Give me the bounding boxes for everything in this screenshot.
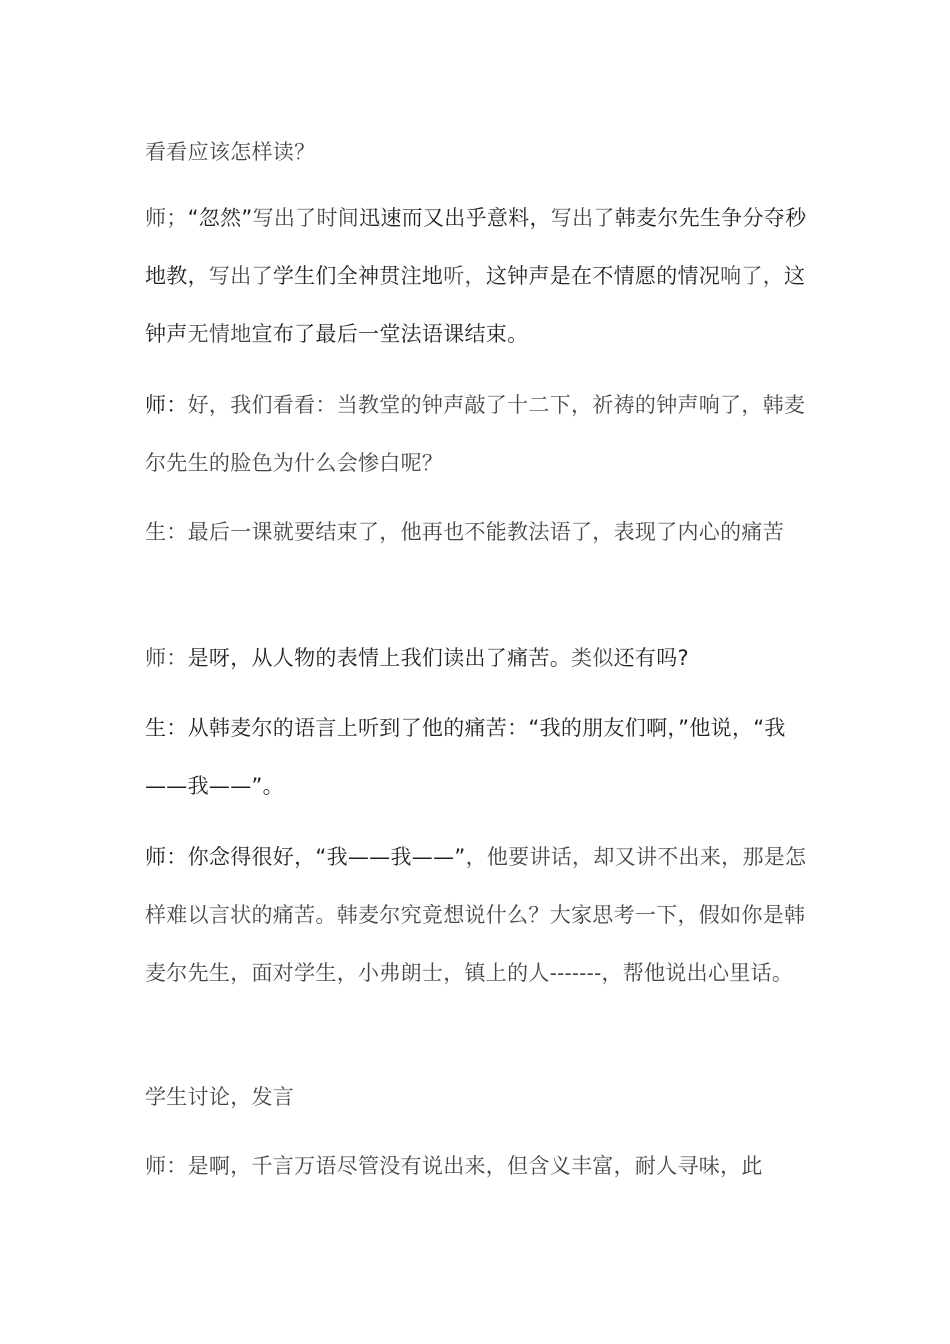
text-segment: ，他要讲话，却又讲不出来，那是怎样难以言状的痛苦。韩麦尔究竟想说什么？大家思考一下，假如你是韩麦尔先生，面对学生，小弗朗士，镇上的人-------，帮他说出心里话。	[145, 845, 807, 985]
paragraph-9	[145, 1137, 825, 1195]
paragraph-1	[145, 123, 825, 181]
text-segment: 韩麦尔先生争分夺秒地教，	[145, 206, 807, 288]
text-segment: 无情地	[187, 322, 252, 346]
text-segment: 是呀，从人物的表情上我们读出了痛苦。	[187, 646, 572, 670]
text-segment: 类似	[571, 646, 614, 670]
paragraph-5	[145, 629, 825, 687]
text-segment: 好，我们看看：当教堂的钟声敲了十二下，祈祷的钟声响了，韩麦尔先生的脸色为什么会惨白呢？	[145, 393, 806, 475]
text-segment: 师：你念得很好，“我——我——”	[145, 845, 466, 869]
paragraph-4	[145, 503, 825, 561]
paragraph-8	[145, 1068, 825, 1126]
text-segment: 写出了	[550, 206, 615, 230]
paragraph-2	[145, 189, 825, 363]
text-segment: 写出了	[208, 264, 273, 288]
paragraph-3	[145, 376, 825, 492]
text-segment: 师：是啊，千言万语尽管没有说出来，但含义丰富，耐人寻味，此	[145, 1154, 763, 1178]
text-segment: 学生们全神贯注地	[272, 264, 444, 288]
text-segment: 看看应该怎样读？	[145, 140, 316, 164]
text-segment: 写出了时间	[252, 206, 360, 230]
text-segment: 生：最后一课就要结束了，他再也不能教法语了，表现了内心的痛苦	[145, 520, 784, 544]
text-segment: 师：	[145, 393, 188, 417]
text-segment: “忽然”	[187, 206, 253, 230]
text-segment: 响了，	[720, 264, 785, 288]
text-segment: 这钟声	[145, 264, 806, 346]
text-segment: 还有吗?	[613, 646, 689, 670]
text-segment: 师：	[145, 646, 188, 670]
text-segment: 听，	[443, 264, 486, 288]
text-segment: 师；	[145, 206, 188, 230]
text-segment: 学生讨论，发言	[145, 1085, 295, 1109]
paragraph-6	[145, 699, 825, 815]
text-segment: 这钟声是在不情愿的情况	[485, 264, 721, 288]
paragraph-7	[145, 828, 825, 1002]
text-segment: 迅速而又出乎意料，	[359, 206, 551, 230]
text-segment: 生：从韩麦尔的语言上听到了他的痛苦：“我的朋友们啊，”他说，“我——我——”。	[145, 716, 786, 798]
text-segment: 宣布了最后一堂法语课结束。	[251, 322, 529, 346]
